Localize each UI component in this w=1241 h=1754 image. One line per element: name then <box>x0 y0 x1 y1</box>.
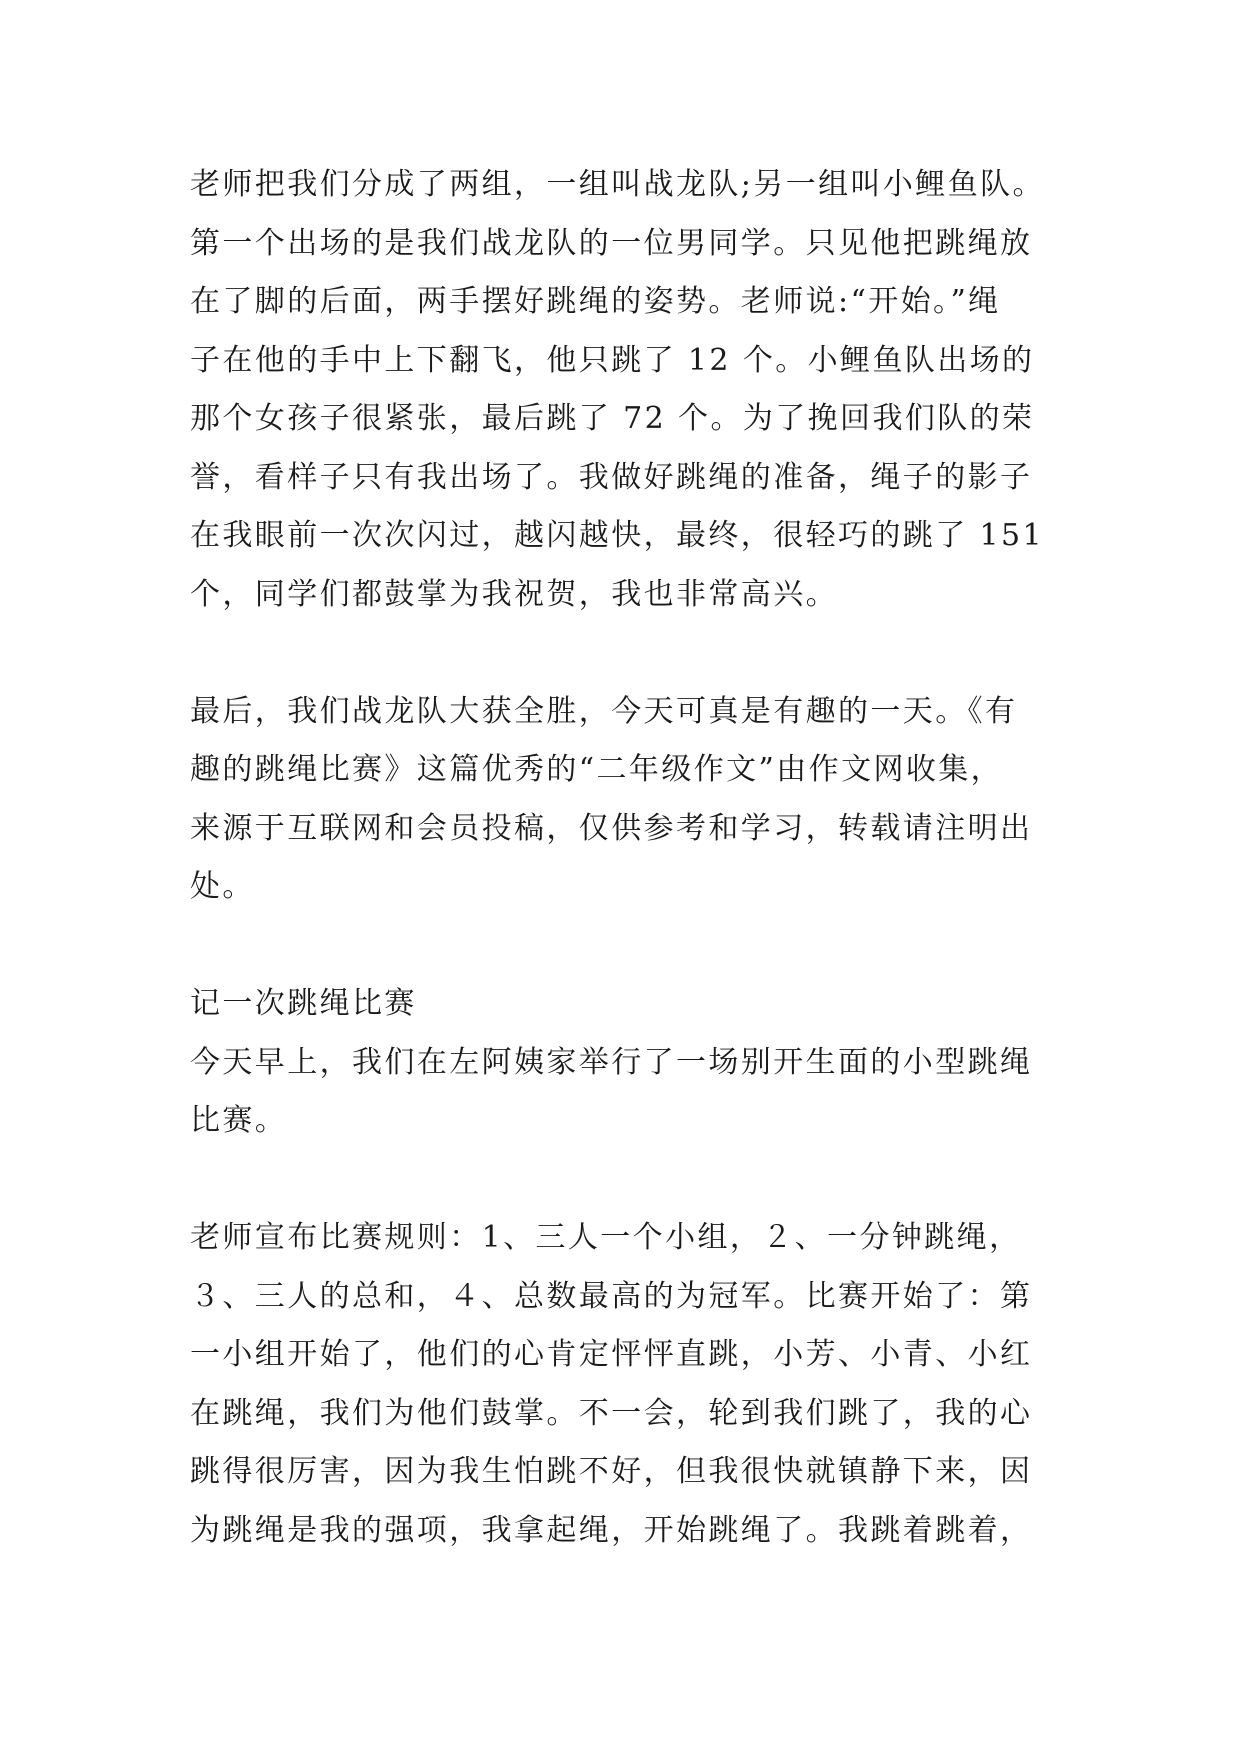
text-line: 趣的跳绳比赛》这篇优秀的“二年级作文”由作文网收集， <box>190 752 1004 787</box>
paragraph <box>190 1209 1070 1560</box>
text-line: 比赛。 <box>190 1103 288 1138</box>
text-line: 老师把我们分成了两组，一组叫战龙队;另一组叫小鲤鱼队。 <box>190 167 1045 202</box>
text-line: 那个女孩子很紧张，最后跳了 72 个。为了挽回我们队的荣 <box>190 401 1035 436</box>
text-line: 第一个出场的是我们战龙队的一位男同学。只见他把跳绳放 <box>190 225 1033 261</box>
text-line: 今天早上，我们在左阿姨家举行了一场别开生面的小型跳绳 <box>190 1044 1033 1080</box>
text-line: 处。 <box>190 869 255 904</box>
text-line: 誉，看样子只有我出场了。我做好跳绳的准备，绳子的影子 <box>190 459 1033 495</box>
text-line: 子在他的手中上下翻飞，他只跳了 12 个。小鲤鱼队出场的 <box>190 342 1035 378</box>
text-line: 为跳绳是我的强项，我拿起绳，开始跳绳了。我跳着跳着， <box>190 1512 1033 1548</box>
paragraph-spacer <box>190 624 1070 683</box>
paragraph <box>190 156 1070 624</box>
section-heading <box>190 975 1070 1034</box>
text-line: 个，同学们都鼓掌为我祝贺，我也非常高兴。 <box>190 576 838 612</box>
text-line: 在了脚的后面，两手摆好跳绳的姿势。老师说:“开始。”绳 <box>190 284 1001 319</box>
text-line: 一小组开始了，他们的心肯定怦怦直跳，小芳、小青、小红 <box>190 1337 1033 1372</box>
paragraph-spacer <box>190 1151 1070 1210</box>
document-body <box>190 156 1070 1560</box>
text-line: ３、三人的总和，４、总数最高的为冠军。比赛开始了：第 <box>190 1278 1033 1314</box>
paragraph <box>190 1034 1070 1151</box>
text-line: 老师宣布比赛规则：1、三人一个小组，２、一分钟跳绳， <box>190 1220 1022 1255</box>
text-line: 来源于互联网和会员投稿，仅供参考和学习，转载请注明出 <box>190 810 1033 846</box>
text-line: 在跳绳，我们为他们鼓掌。不一会，轮到我们跳了，我的心 <box>190 1395 1033 1431</box>
text-line: 最后，我们战龙队大获全胜，今天可真是有趣的一天。《有 <box>190 693 1018 729</box>
paragraph <box>190 683 1070 917</box>
heading-text: 记一次跳绳比赛 <box>190 986 417 1021</box>
paragraph-spacer <box>190 917 1070 976</box>
text-line: 在我眼前一次次闪过，越闪越快，最终，很轻巧的跳了 151 <box>190 518 1044 553</box>
text-line: 跳得很厉害，因为我生怕跳不好，但我很快就镇静下来，因 <box>190 1454 1033 1489</box>
